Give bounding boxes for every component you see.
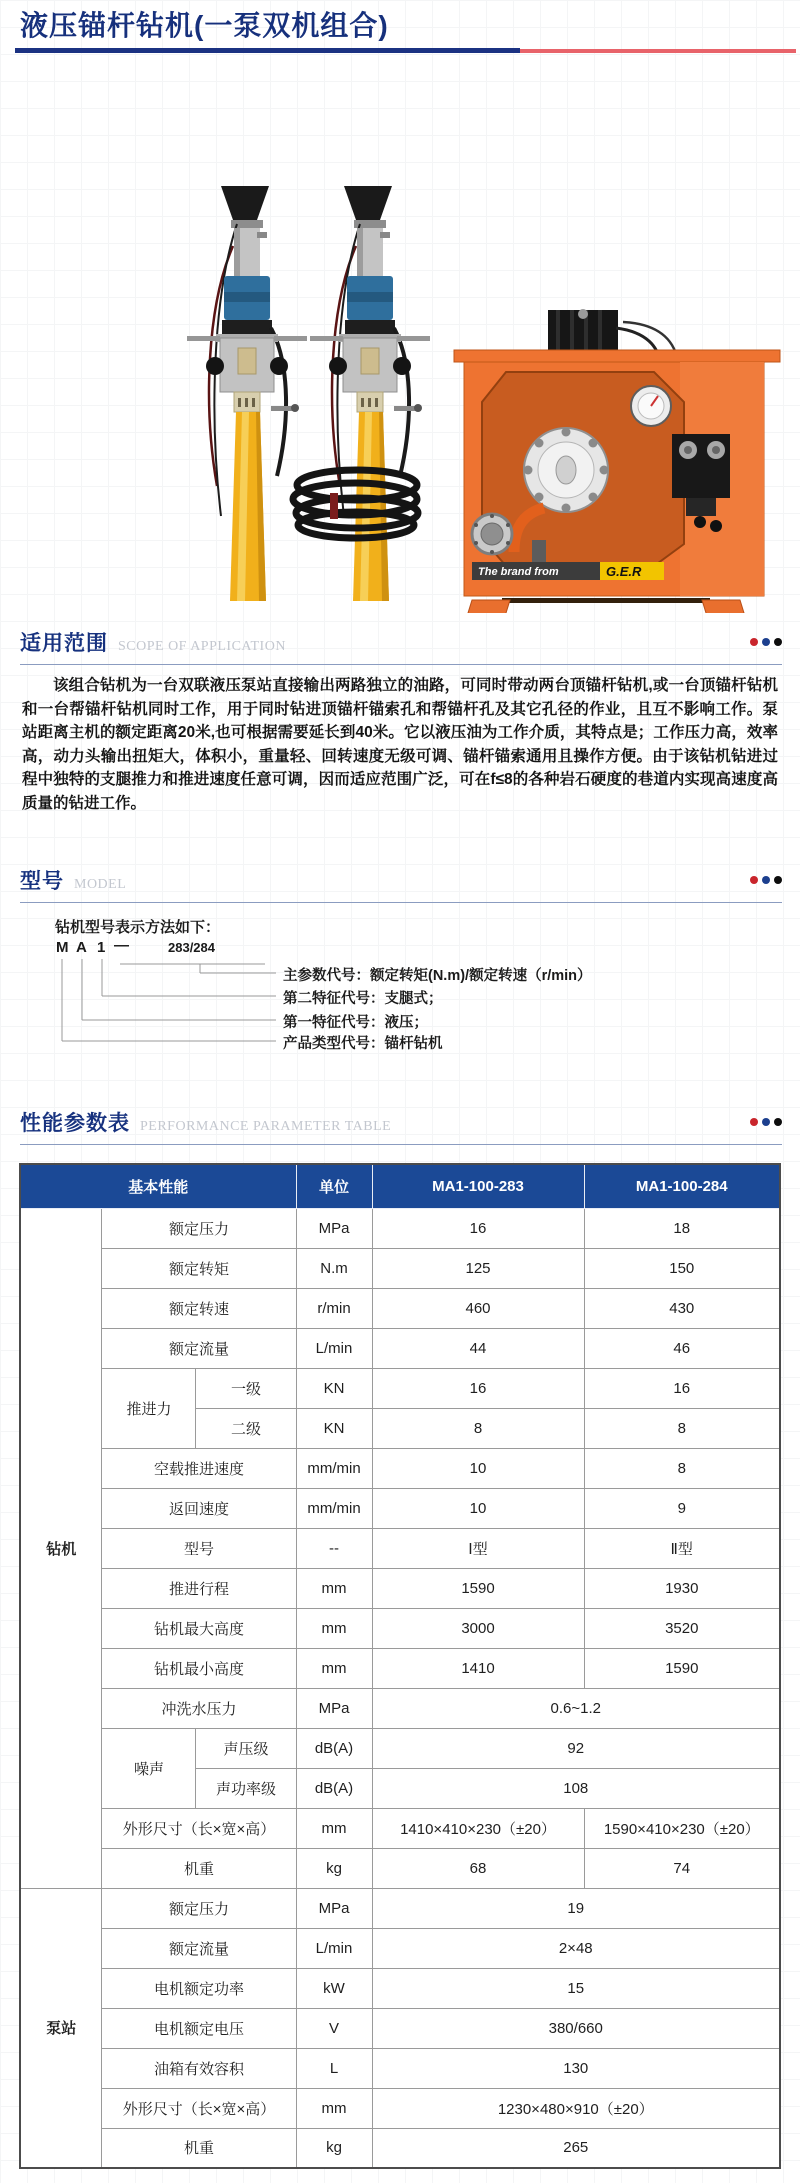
section-dots [750,876,782,884]
red-dot-icon [750,638,758,646]
unit-cell: L/min [296,1928,372,1968]
hose-tie [330,493,338,519]
table-row [20,1288,780,1328]
black-dot-icon [774,876,782,884]
red-dot-icon [750,1118,758,1126]
value-cell: 108 [372,1768,780,1808]
table-header-row [20,1164,780,1208]
param-label-cell: 机重 [102,2128,296,2168]
table-row [20,1568,780,1608]
scope-section-header [20,627,782,665]
param-label-cell: 电机额定电压 [102,2008,296,2048]
value-cell: 1590×410×230（±20） [584,1808,780,1848]
drill-group-label: 钻机 [20,1208,102,1888]
model-section-header [20,865,782,903]
table-row [20,1368,780,1408]
table-row [20,1248,780,1288]
hose-coil [293,470,418,538]
param-label-cell: 二级 [196,1408,296,1448]
model-legend-item: 第一特征代号：液压； [283,1015,428,1031]
unit-cell: mm [296,1648,372,1688]
value-cell: 9 [584,1488,780,1528]
value-cell: 68 [372,1848,584,1888]
table-row [20,1448,780,1488]
unit-cell: mm [296,1808,372,1848]
model-legend-item: 第二特征代号：支腿式； [283,991,443,1007]
value-cell: 380/660 [372,2008,780,2048]
black-dot-icon [774,1118,782,1126]
scope-paragraph: 该组合钻机为一台双联液压泵站直接输出两路独立的油路，可同时带动两台顶锚杆钻机,或一台顶锚杆钻机和一台帮锚杆钻机同时工作，用于同时钻进顶锚杆锚索孔和帮锚杆孔及其它孔径的作业，且互不影响工作。泵站距离主机的额定距离20米,也可根据需要延长到40米。它以液压油为工作介质，其特点是；工作压力高，效率高，动力头输出扭矩大，体积小，重量轻、回转速度无级可调、锚杆锚索通用且操作方便。由于该钻机钻进过程中独特的支腿推力和推进速度任意可调，因而适应范围广泛，可在f≤8的各种岩石硬度的巷道内实现高速度高质量的钻进工作。 [22,677,778,812]
param-label-cell: 返回速度 [102,1488,296,1528]
performance-parameter-table [19,1163,781,2169]
black-dot-icon [774,638,782,646]
table-row [20,1848,780,1888]
value-cell: 460 [372,1288,584,1328]
param-label-cell: 机重 [102,1848,296,1888]
param-label-cell: 钻机最大高度 [102,1608,296,1648]
section-dots [750,1118,782,1126]
param-label-cell: 油箱有效容积 [102,2048,296,2088]
blue-dot-icon [762,638,770,646]
param-label-cell: 冲洗水压力 [102,1688,296,1728]
subgroup-label-cell: 噪声 [102,1728,196,1808]
table-row [20,1488,780,1528]
table-row [20,1928,780,1968]
value-cell: 92 [372,1728,780,1768]
value-cell: 16 [372,1368,584,1408]
model-code-diagram [0,909,800,1061]
unit-cell: mm [296,1568,372,1608]
table-row [20,2008,780,2048]
product-illustration [0,53,800,613]
product-image-area [0,53,800,613]
param-label-cell: 外形尺寸（长×宽×高） [102,2088,296,2128]
param-label-cell: 推进行程 [102,1568,296,1608]
value-cell: 1590 [584,1648,780,1688]
unit-cell: MPa [296,1888,372,1928]
unit-cell: KN [296,1368,372,1408]
scope-title-cn: 适用范围 [20,632,108,655]
params-title-en: PERFORMANCE PARAMETER TABLE [140,1119,392,1134]
unit-cell: mm/min [296,1488,372,1528]
table-row [20,1328,780,1368]
params-section [0,1107,800,2169]
value-cell: 8 [584,1408,780,1448]
table-row [20,1968,780,2008]
unit-cell: mm [296,1608,372,1648]
unit-cell: MPa [296,1688,372,1728]
header-model-283: MA1-100-283 [372,1164,584,1208]
value-cell: 130 [372,2048,780,2088]
unit-cell: -- [296,1528,372,1568]
drill-machine-left [187,186,307,601]
value-cell: 74 [584,1848,780,1888]
value-cell: 0.6~1.2 [372,1688,780,1728]
unit-cell: mm/min [296,1448,372,1488]
param-label-cell: 额定流量 [102,1928,296,1968]
page-title: 液压锚杆钻机(一泵双机组合) [20,10,389,41]
value-cell: 46 [584,1328,780,1368]
model-section [0,865,800,1061]
value-cell: 265 [372,2128,780,2168]
param-label-cell: 额定压力 [102,1208,296,1248]
table-row [20,1608,780,1648]
value-cell: Ⅰ型 [372,1528,584,1568]
table-row [20,2128,780,2168]
param-label-cell: 额定流量 [102,1328,296,1368]
unit-cell: KN [296,1408,372,1448]
section-dots [750,638,782,646]
table-row [20,1208,780,1248]
value-cell: 1230×480×910（±20） [372,2088,780,2128]
pump-station [454,309,780,613]
model-code-number: 283/284 [168,940,215,955]
model-code-letter: A [76,939,89,956]
value-cell: 125 [372,1248,584,1288]
unit-cell: dB(A) [296,1728,372,1768]
value-cell: 1410 [372,1648,584,1688]
scope-title-en: SCOPE OF APPLICATION [118,639,286,654]
table-row [20,1648,780,1688]
model-title-cn: 型号 [20,870,64,893]
value-cell: 1930 [584,1568,780,1608]
blue-dot-icon [762,876,770,884]
header-unit: 单位 [296,1164,372,1208]
unit-cell: mm [296,2088,372,2128]
unit-cell: r/min [296,1288,372,1328]
param-label-cell: 额定压力 [102,1888,296,1928]
unit-cell: L/min [296,1328,372,1368]
value-cell: 2×48 [372,1928,780,1968]
value-cell: 19 [372,1888,780,1928]
unit-cell: MPa [296,1208,372,1248]
value-cell: 1410×410×230（±20） [372,1808,584,1848]
param-label-cell: 一级 [196,1368,296,1408]
param-label-cell: 外形尺寸（长×宽×高） [102,1808,296,1848]
value-cell: 10 [372,1488,584,1528]
table-row [20,1688,780,1728]
table-row [20,1528,780,1568]
scope-section [0,627,800,815]
model-title-en: MODEL [74,877,127,892]
param-label-cell: 型号 [102,1528,296,1568]
value-cell: 430 [584,1288,780,1328]
value-cell: 15 [372,1968,780,2008]
page-header [0,0,800,53]
model-intro: 钻机型号表示方法如下： [55,919,221,936]
value-cell: 3000 [372,1608,584,1648]
param-label-cell: 声功率级 [196,1768,296,1808]
unit-cell: kg [296,1848,372,1888]
param-label-cell: 钻机最小高度 [102,1648,296,1688]
table-row [20,1808,780,1848]
model-code-letter: M [56,939,71,956]
unit-cell: L [296,2048,372,2088]
value-cell: 1590 [372,1568,584,1608]
unit-cell: dB(A) [296,1768,372,1808]
subgroup-label-cell: 推进力 [102,1368,196,1448]
param-label-cell: 额定转速 [102,1288,296,1328]
brand-banner-name-text: G.E.R [606,564,642,579]
value-cell: 150 [584,1248,780,1288]
unit-cell: kW [296,1968,372,2008]
unit-cell: N.m [296,1248,372,1288]
red-dot-icon [750,876,758,884]
value-cell: Ⅱ型 [584,1528,780,1568]
params-title-cn: 性能参数表 [20,1112,130,1135]
params-section-header [20,1107,782,1145]
value-cell: 8 [584,1448,780,1488]
model-code-letter: 1 [97,939,108,956]
value-cell: 16 [372,1208,584,1248]
value-cell: 8 [372,1408,584,1448]
param-label-cell: 空载推进速度 [102,1448,296,1488]
param-label-cell: 电机额定功率 [102,1968,296,2008]
table-row [20,1888,780,1928]
table-row [20,2048,780,2088]
pump-group-label: 泵站 [20,1888,102,2168]
model-legend-item: 产品类型代号：锚杆钻机 [283,1036,443,1052]
value-cell: 10 [372,1448,584,1488]
header-basic-performance: 基本性能 [20,1164,296,1208]
table-row [20,2088,780,2128]
value-cell: 3520 [584,1608,780,1648]
model-legend-item: 主参数代号：额定转矩(N.m)/额定转速（r/min） [283,968,592,984]
brand-banner-prefix-text: The brand from [478,566,559,578]
param-label-cell: 声压级 [196,1728,296,1768]
header-model-284: MA1-100-284 [584,1164,780,1208]
value-cell: 18 [584,1208,780,1248]
table-row [20,1728,780,1768]
unit-cell: V [296,2008,372,2048]
unit-cell: kg [296,2128,372,2168]
value-cell: 44 [372,1328,584,1368]
param-label-cell: 额定转矩 [102,1248,296,1288]
value-cell: 16 [584,1368,780,1408]
model-code-dash: — [114,937,131,954]
blue-dot-icon [762,1118,770,1126]
